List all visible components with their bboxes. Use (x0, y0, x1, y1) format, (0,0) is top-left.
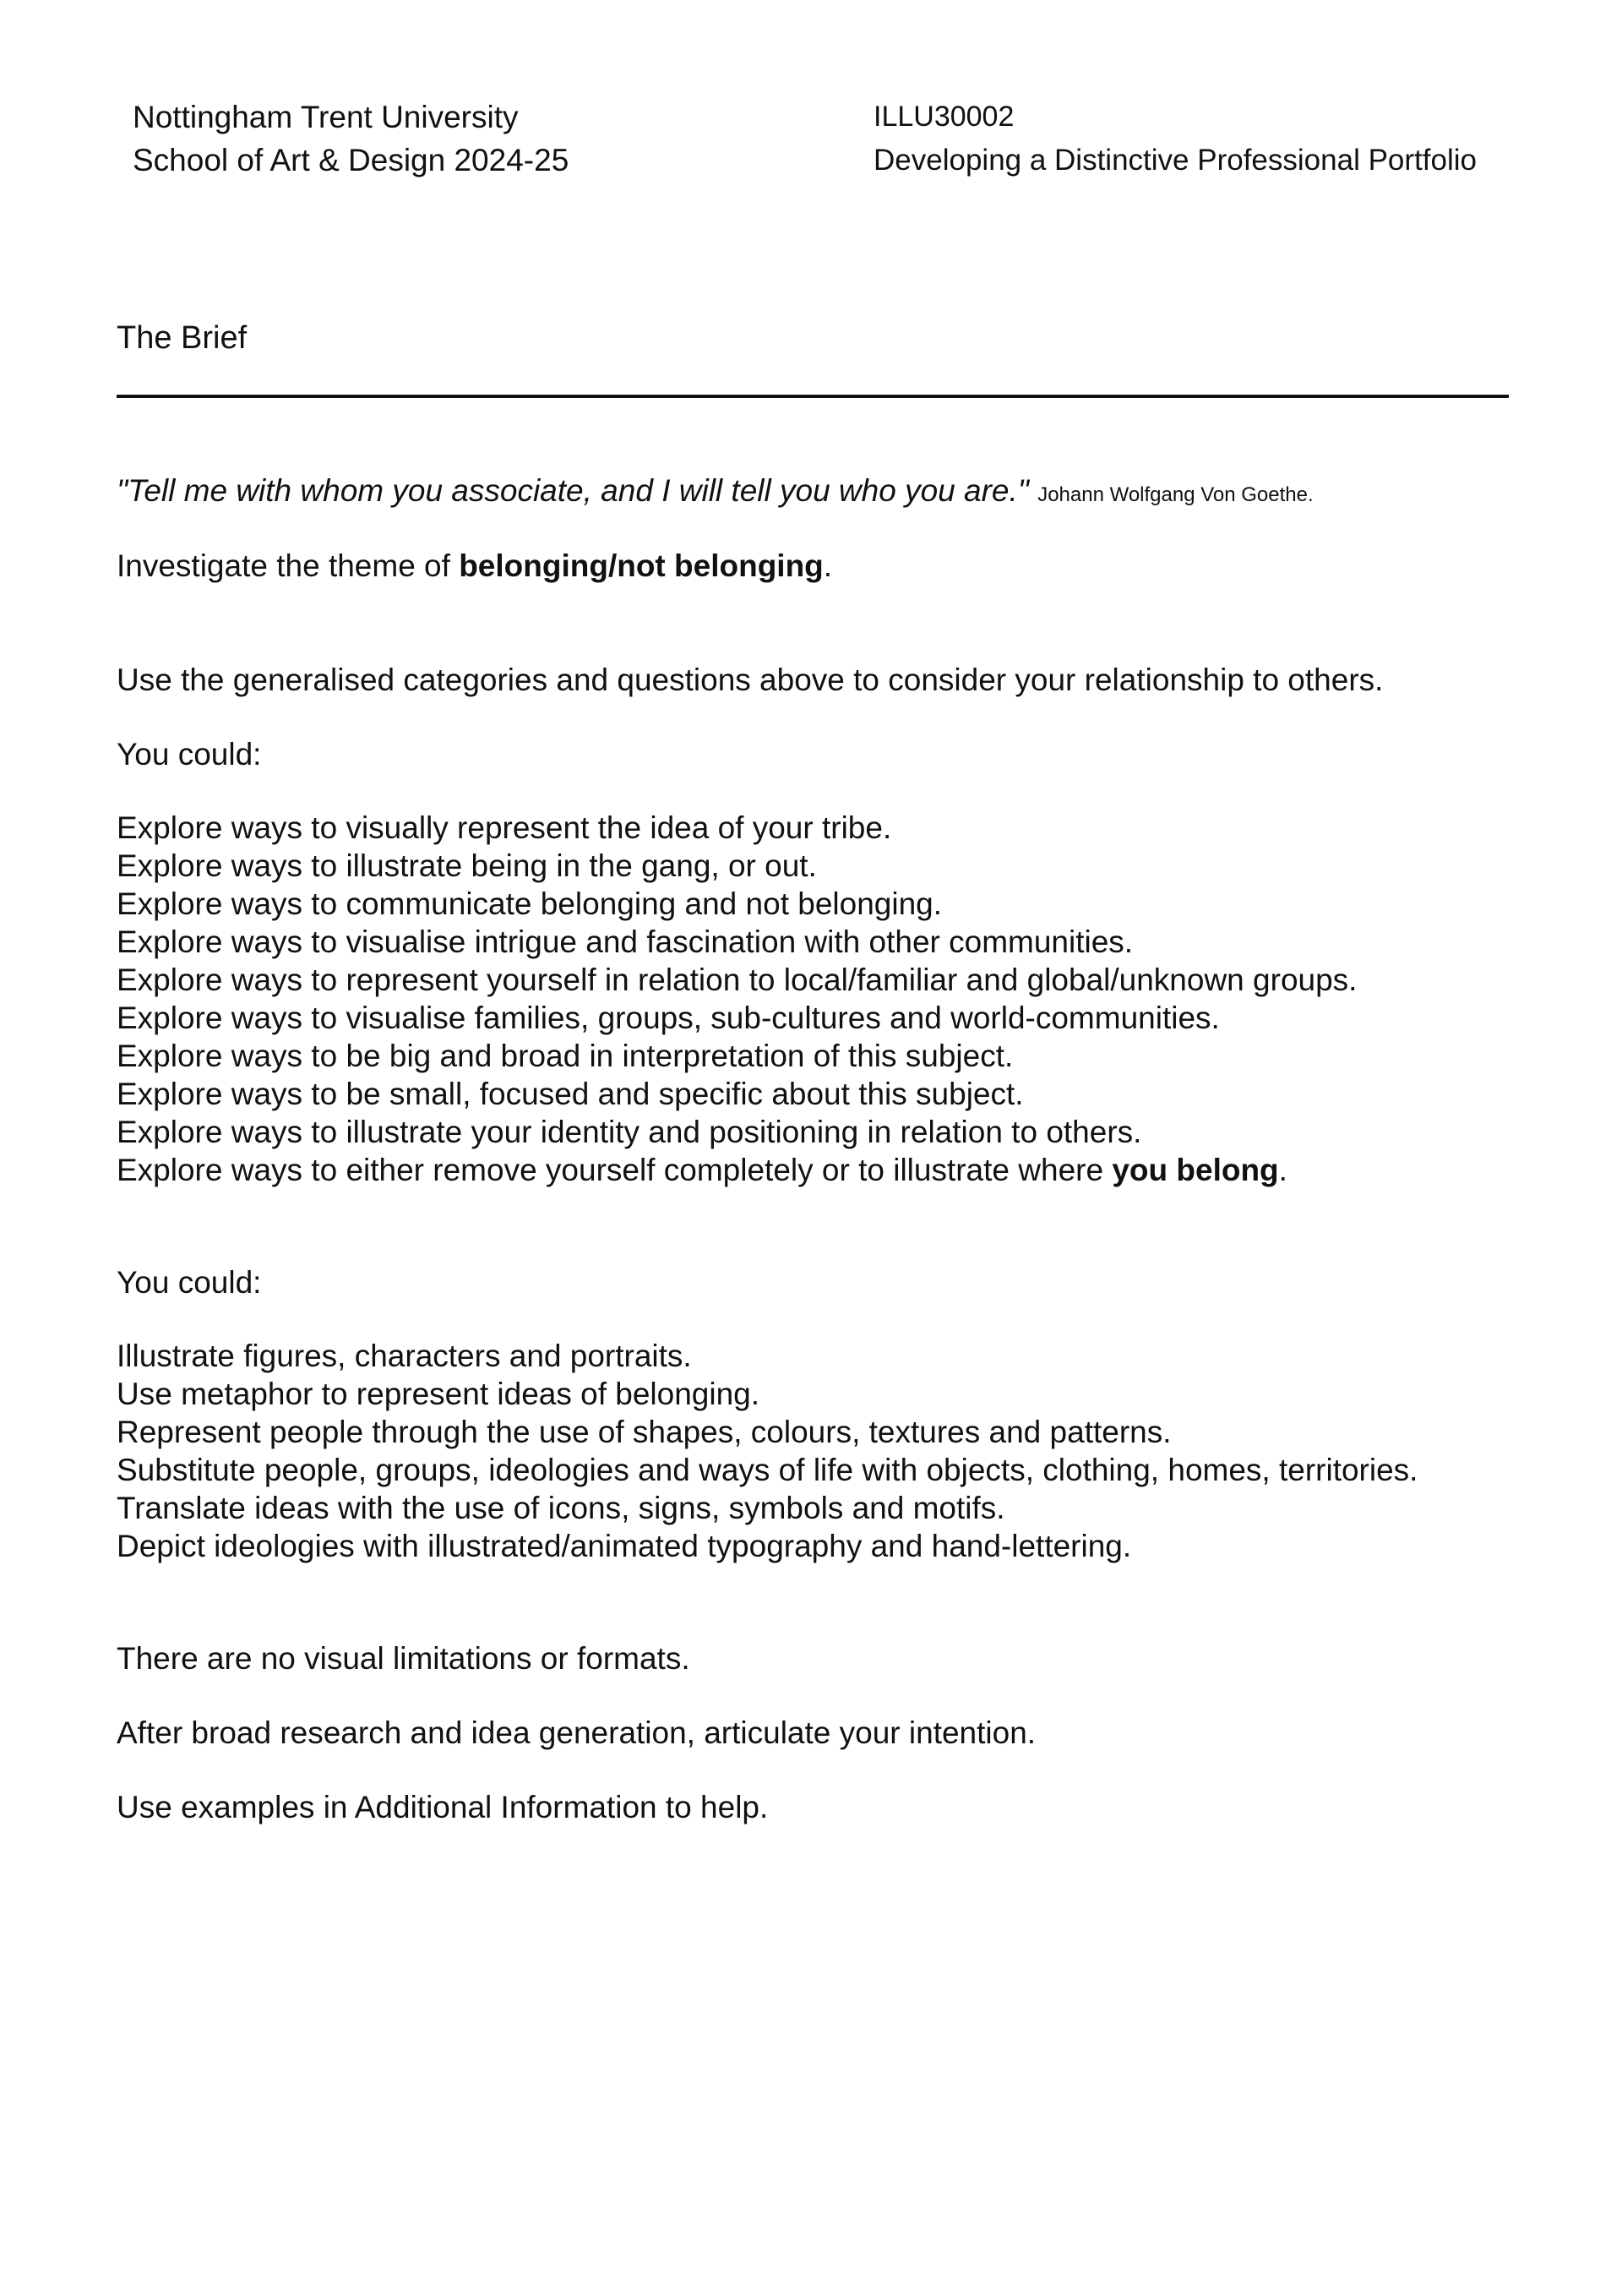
list-item: Illustrate figures, characters and portraits. (117, 1339, 692, 1373)
intention-paragraph: After broad research and idea generation, articulate your intention. (117, 1715, 1037, 1750)
list-item: Depict ideologies with illustrated/animated typography and hand-lettering. (117, 1529, 1132, 1563)
theme-paragraph (117, 547, 1553, 585)
list-item: Explore ways to visualise families, groups, sub-cultures and world-communities. (117, 1001, 1220, 1035)
you-could-heading-1: You could: (117, 737, 262, 772)
list-item: Use metaphor to represent ideas of belonging. (117, 1377, 760, 1411)
list-item: Explore ways to illustrate being in the gang, or out. (117, 848, 817, 883)
list-item: Substitute people, groups, ideologies and ways of life with objects, clothing, homes, territories. (117, 1453, 1418, 1487)
list-item: Explore ways to visually represent the idea of your tribe. (117, 810, 892, 845)
list-item: Translate ideas with the use of icons, signs, symbols and motifs. (117, 1491, 1005, 1525)
list-item: Explore ways to communicate belonging and not belonging. (117, 886, 943, 921)
explore-last-suffix: . (1278, 1153, 1287, 1187)
module-code: ILLU30002 (874, 101, 1015, 133)
theme-bold: belonging/not belonging (459, 548, 824, 583)
list-item: Explore ways to visualise intrigue and fascination with other communities. (117, 924, 1134, 959)
list-item: Explore ways to represent yourself in relation to local/familiar and global/unknown groups. (117, 963, 1358, 997)
list-item: Explore ways to illustrate your identity and positioning in relation to others. (117, 1115, 1142, 1149)
no-limits-paragraph: There are no visual limitations or formats. (117, 1641, 690, 1676)
list-item: Explore ways to be small, focused and specific about this subject. (117, 1077, 1024, 1111)
explore-last-bold: you belong (1112, 1153, 1279, 1187)
header-institution (133, 95, 569, 182)
list-item-last (117, 1151, 1553, 1189)
theme-suffix: . (823, 548, 833, 583)
quote-text: "Tell me with whom you associate, and I will tell you who you are." (117, 473, 1029, 508)
explore-list (117, 809, 1553, 1189)
module-title: Developing a Distinctive Professional Portfolio (874, 144, 1477, 177)
theme-prefix: Investigate the theme of (117, 548, 460, 583)
list-item: Represent people through the use of shapes, colours, textures and patterns. (117, 1415, 1172, 1449)
quote-author: Johann Wolfgang Von Goethe. (1037, 483, 1314, 506)
list-item: Explore ways to be big and broad in interpretation of this subject. (117, 1039, 1014, 1073)
header-module (874, 95, 1477, 182)
method-list (117, 1337, 1553, 1565)
school-name: School of Art & Design 2024-25 (133, 143, 569, 177)
intro-paragraph: Use the generalised categories and questions above to consider your relationship to others. (117, 663, 1384, 697)
you-could-heading-2: You could: (117, 1265, 262, 1300)
brief-content (117, 470, 1553, 1826)
brief-title: The Brief (117, 320, 248, 356)
explore-last-prefix: Explore ways to either remove yourself completely or to illustrate where (117, 1153, 1113, 1187)
university-name: Nottingham Trent University (133, 100, 519, 134)
quote (117, 470, 1553, 516)
examples-paragraph: Use examples in Additional Information to help. (117, 1790, 769, 1824)
divider-rule (117, 395, 1509, 398)
